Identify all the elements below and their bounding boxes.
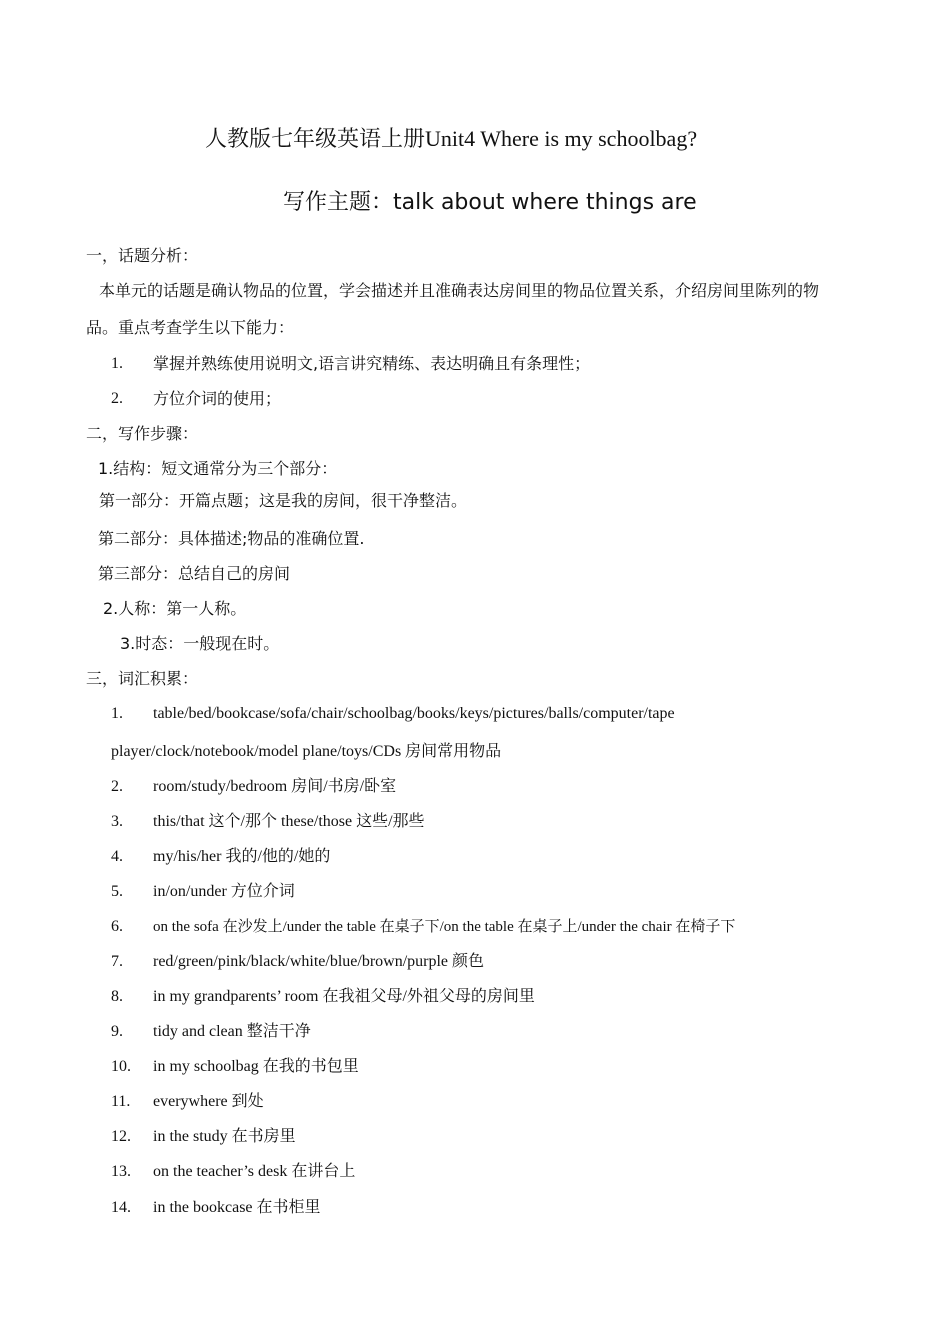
structure-line: 1.结构：短文通常分为三个部分： (98, 459, 338, 478)
list-number: 2. (111, 778, 123, 795)
list-number: 5. (111, 883, 123, 900)
list-number: 14. (111, 1199, 131, 1216)
list-number: 12. (111, 1128, 131, 1145)
section3-heading: 三，词汇积累： (86, 669, 199, 688)
list-number: 6. (111, 918, 123, 935)
vocab-item1-line2: player/clock/notebook/model plane/toys/CDs 房间常用物品 (111, 743, 502, 760)
list-item: room/study/bedroom 房间/书房/卧室 (153, 778, 397, 795)
list-number: 13. (111, 1163, 131, 1180)
list-number: 3. (111, 813, 123, 830)
list-item: in my grandparents’ room 在我祖父母/外祖父母的房间里 (153, 988, 535, 1005)
list-item: in the study 在书房里 (153, 1128, 296, 1145)
list-item: on the sofa 在沙发上/under the table 在桌子下/on the table 在桌子上/under the chair 在椅子下 (153, 919, 736, 935)
part3-line: 第三部分：总结自己的房间 (98, 564, 291, 583)
list-item: 方位介词的使用； (153, 389, 282, 408)
list-item: tidy and clean 整洁干净 (153, 1023, 311, 1040)
list-item: 掌握并熟练使用说明文,语言讲究精练、表达明确且有条理性； (153, 354, 591, 373)
section1-paragraph-line2: 品。重点考查学生以下能力： (86, 318, 295, 337)
list-item: in/on/under 方位介词 (153, 883, 295, 900)
list-item: red/green/pink/black/white/blue/brown/purple 颜色 (153, 953, 485, 970)
part2-line: 第二部分：具体描述;物品的准确位置. (98, 529, 365, 548)
list-item: on the teacher’s desk 在讲台上 (153, 1163, 356, 1180)
list-item: in the bookcase 在书柜里 (153, 1199, 321, 1216)
list-number: 10. (111, 1058, 131, 1075)
list-item: everywhere 到处 (153, 1093, 264, 1110)
list-number: 7. (111, 953, 123, 970)
tense-line: 3.时态：一般现在时。 (120, 634, 280, 653)
section2-heading: 二，写作步骤： (86, 424, 199, 443)
person-line: 2.人称：第一人称。 (103, 599, 247, 618)
list-number: 8. (111, 988, 123, 1005)
section1-heading: 一，话题分析： (86, 246, 199, 265)
list-number: 2. (111, 390, 123, 407)
list-number: 4. (111, 848, 123, 865)
document-title: 人教版七年级英语上册Unit4 Where is my schoolbag? (205, 126, 698, 151)
list-number: 1. (111, 355, 123, 372)
list-item: my/his/her 我的/他的/她的 (153, 848, 331, 865)
part1-line: 第一部分：开篇点题；这是我的房间，很干净整洁。 (99, 491, 468, 510)
list-number: 1. (111, 705, 123, 722)
vocab-item1-line1: table/bed/bookcase/sofa/chair/schoolbag/books/keys/pictures/balls/computer/tape (153, 705, 675, 722)
list-number: 11. (111, 1093, 131, 1110)
list-number: 9. (111, 1023, 123, 1040)
list-item: in my schoolbag 在我的书包里 (153, 1058, 359, 1075)
list-item: this/that 这个/那个 these/those 这些/那些 (153, 813, 425, 830)
section1-paragraph-line1: 本单元的话题是确认物品的位置，学会描述并且准确表达房间里的物品位置关系，介绍房间里陈列的物 (99, 281, 820, 300)
document-subtitle: 写作主题：talk about where things are (283, 190, 697, 215)
